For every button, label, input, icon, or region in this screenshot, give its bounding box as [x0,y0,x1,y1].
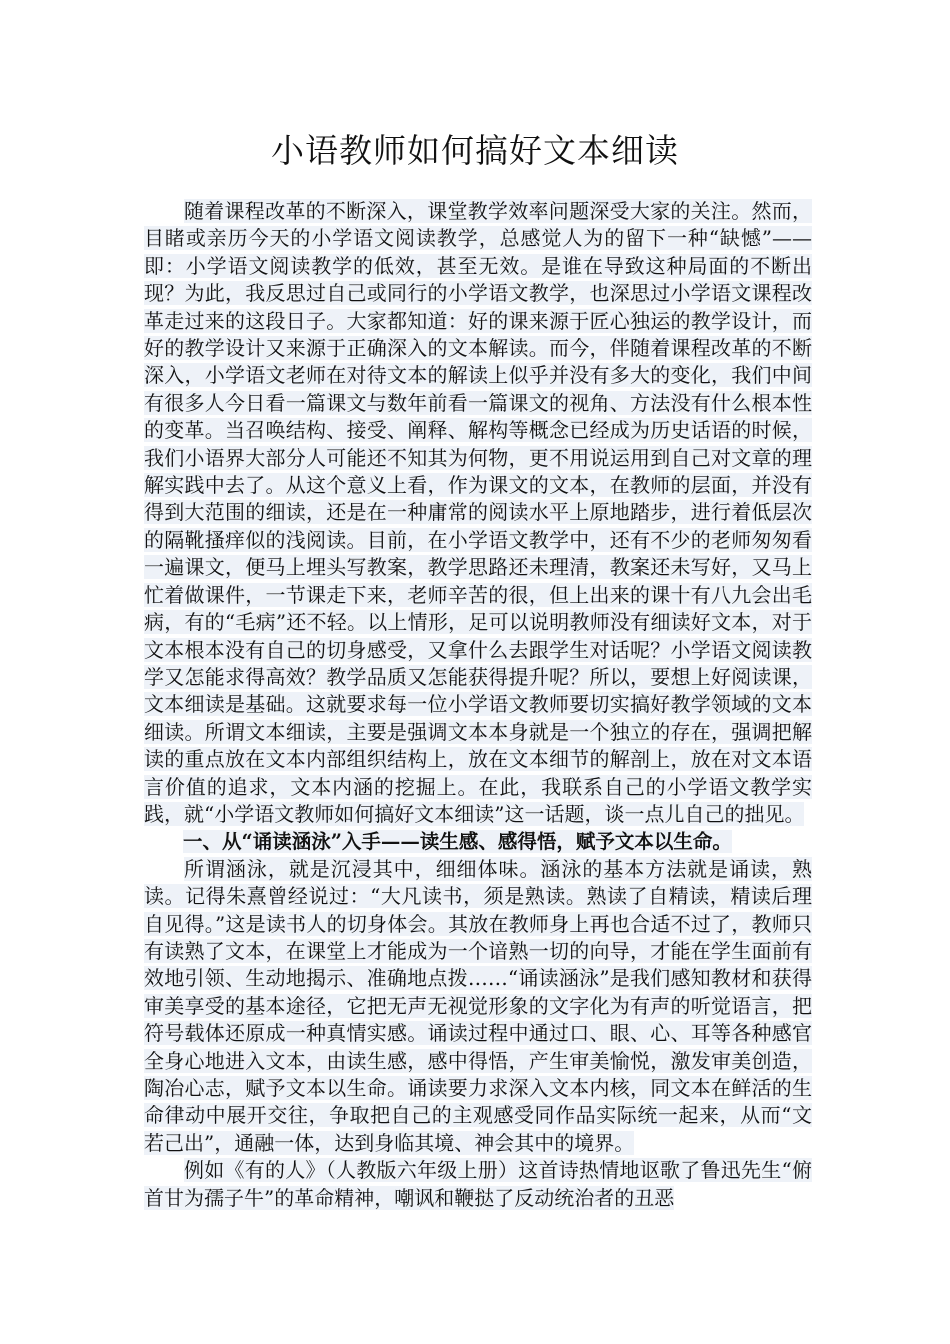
body-paragraph [144,1157,812,1212]
document-title: 小语教师如何搞好文本细读 [271,131,679,170]
body-paragraph [144,856,812,1157]
paragraph-text: 随着课程改革的不断深入，课堂教学效率问题深受大家的关注。然而，目睹或亲历今天的小学语文阅读教学，总感觉人为的留下一种“缺憾”——即：小学语文阅读教学的低效，甚至无效。是谁在导致这种局面的不断出现？为此，我反思过自己或同行的小学语文教学，也深思过小学语文课程改革走过来的这段日子。大家都知道：好的课来源于匠心独运的教学设计，而好的教学设计又来源于正确深入的文本解读。而今，伴随着课程改革的不断深入，小学语文老师在对待文本的解读上似乎并没有多大的变化，我们中间有很多人今日看一篇课文与数年前看一篇课文的视角、方法没有什么根本性的变革。当召唤结构、接受、阐释、解构等概念已经成为历史话语的时候，我们小语界大部分人可能还不知其为何物，更不用说运用到自己对文章的理解实践中去了。从这个意义上看，作为课文的文本，在教师的层面，并没有得到大范围的细读，还是在一种庸常的阅读水平上原地踏步，进行着低层次的隔靴搔痒似的浅阅读。目前，在小学语文教学中，还有不少的老师匆匆看一遍课文，便马上埋头写教案，教学思路还未理清，教案还未写好，又马上忙着做课件，一节课走下来，老师辛苦的很，但上出来的课十有八九会出毛病，有的“毛病”还不轻。以上情形，足可以说明教师没有细读好文本，对于文本根本没有自己的切身感受，又拿什么去跟学生对话呢？小学语文阅读教学又怎能求得高效？教学品质又怎能获得提升呢？所以，要想上好阅读课，文本细读是基础。这就要求每一位小学语文教师要切实搞好教学领域的文本细读。所谓文本细读，主要是强调文本本身就是一个独立的存在，强调把解读的重点放在文本内部组织结构上，放在文本细节的解剖上，放在对文本语言价值的追求，文本内涵的挖掘上。在此，我联系自己的小学语文教学实践，就“小学语文教师如何搞好文本细读”这一话题，谈一点儿自己的拙见。 [144,199,812,826]
section-heading [144,828,812,855]
section-heading-text: 一、从“诵读涵泳”入手——读生感、感得悟，赋予文本以生命。 [183,830,732,854]
document-body [144,198,812,1212]
paragraph-text: 所谓涵泳，就是沉浸其中，细细体味。涵泳的基本方法就是诵读，熟读。记得朱熹曾经说过：“大凡读书，须是熟读。熟读了自精读，精读后理自见得。”这是读书人的切身体会。其放在教师身上再也合适不过了，教师只有读熟了文本，在课堂上才能成为一个谙熟一切的向导，才能在学生面前有效地引领、生动地揭示、准确地点拨……“诵读涵泳”是我们感知教材和获得审美享受的基本途径，它把无声无视觉形象的文字化为有声的听觉语言，把符号载体还原成一种真情实感。诵读过程中通过口、眼、心、耳等各种感官全身心地进入文本，由读生感，感中得悟，产生审美愉悦，激发审美创造，陶冶心志，赋予文本以生命。诵读要力求深入文本内核，同文本在鲜活的生命律动中展开交往，争取把自己的主观感受同作品实际统一起来，从而“文若己出”，通融一体，达到身临其境、神会其中的境界。 [144,856,812,1155]
paragraph-text: 例如《有的人》（人教版六年级上册）这首诗热情地讴歌了鲁迅先生“俯首甘为孺子牛”的革命精神，嘲讽和鞭挞了反动统治者的丑恶 [144,1158,812,1210]
body-paragraph [144,198,812,828]
